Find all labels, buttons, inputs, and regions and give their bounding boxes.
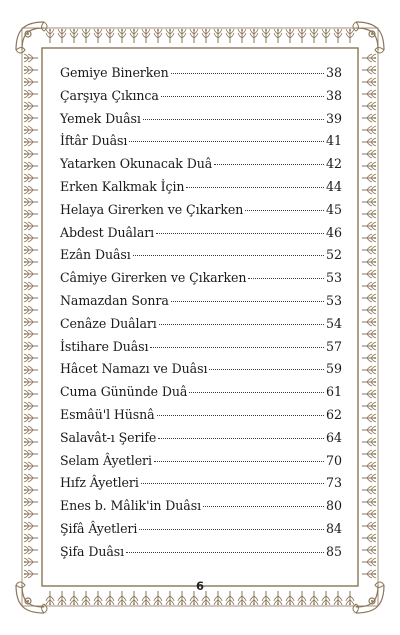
wheat-sprig-icon (362, 306, 376, 314)
wheat-sprig-icon (24, 174, 38, 182)
wheat-sprig-icon (142, 29, 150, 43)
wheat-sprig-icon (262, 591, 270, 605)
toc-entry (60, 290, 342, 313)
dot-leader (161, 95, 324, 97)
wheat-sprig-icon (24, 378, 38, 386)
toc-entry (60, 153, 342, 176)
wheat-sprig-icon (24, 294, 38, 302)
wheat-sprig-icon (238, 29, 246, 43)
toc-entry-title: Cenâze Duâları (60, 315, 157, 331)
toc-entry-title: Selam Âyetleri (60, 452, 152, 468)
wheat-sprig-icon (24, 486, 38, 494)
wheat-sprig-icon (24, 162, 38, 170)
wheat-sprig-icon (130, 591, 138, 605)
wheat-sprig-icon (142, 591, 150, 605)
wheat-sprig-icon (24, 462, 38, 470)
toc-entry (60, 518, 342, 541)
toc-entry (60, 358, 342, 381)
toc-entry (60, 495, 342, 518)
toc-entry-page: 73 (325, 475, 342, 491)
toc-entry-page: 80 (325, 498, 342, 514)
dot-leader (154, 460, 324, 462)
toc-entry (60, 381, 342, 404)
dot-leader (245, 209, 324, 211)
toc-entry (60, 176, 342, 199)
wheat-sprig-icon (362, 186, 376, 194)
wheat-sprig-icon (362, 366, 376, 374)
toc-entry (60, 222, 342, 245)
toc-entry (60, 267, 342, 290)
dot-leader (189, 391, 324, 393)
wheat-sprig-icon (24, 570, 38, 578)
wheat-sprig-icon (226, 29, 234, 43)
toc-entry-title: Enes b. Mâlik'in Duâsı (60, 498, 201, 514)
wheat-sprig-icon (214, 591, 222, 605)
toc-entry-title: Şifa Duâsı (60, 543, 125, 559)
wheat-sprig-icon (106, 591, 114, 605)
wheat-sprig-icon (362, 138, 376, 146)
wheat-sprig-icon (24, 234, 38, 242)
toc-entry-title: Ezân Duâsı (60, 247, 131, 263)
wheat-sprig-icon (362, 546, 376, 554)
wheat-sprig-icon (24, 354, 38, 362)
toc-entry-page: 57 (325, 338, 342, 354)
toc-entry-title: Namazdan Sonra (60, 292, 169, 308)
wheat-sprig-icon (322, 591, 330, 605)
wheat-sprig-icon (362, 174, 376, 182)
wheat-sprig-icon (362, 246, 376, 254)
wheat-sprig-icon (24, 126, 38, 134)
wheat-sprig-icon (24, 258, 38, 266)
wheat-sprig-icon (362, 342, 376, 350)
wheat-sprig-icon (362, 330, 376, 338)
wheat-sprig-icon (24, 510, 38, 518)
wheat-sprig-icon (322, 29, 330, 43)
toc-entry-page: 64 (325, 429, 342, 445)
toc-entry-title: İftâr Duâsı (60, 133, 128, 149)
wheat-sprig-icon (46, 29, 54, 43)
wheat-sprig-icon (24, 102, 38, 110)
toc-entry (60, 244, 342, 267)
wheat-sprig-icon (362, 462, 376, 470)
wheat-sprig-icon (362, 474, 376, 482)
dot-leader (186, 186, 324, 188)
wheat-sprig-icon (362, 54, 376, 62)
wheat-sprig-icon (362, 558, 376, 566)
wheat-sprig-icon (70, 29, 78, 43)
wheat-sprig-icon (362, 78, 376, 86)
wheat-sprig-icon (362, 438, 376, 446)
wheat-sprig-icon (362, 114, 376, 122)
wheat-sprig-icon (24, 366, 38, 374)
wheat-sprig-icon (178, 29, 186, 43)
wheat-sprig-icon (24, 426, 38, 434)
toc-entry-page: 39 (325, 110, 342, 126)
wheat-sprig-icon (362, 210, 376, 218)
toc-entry-title: Çarşıya Çıkınca (60, 87, 159, 103)
wheat-sprig-icon (362, 426, 376, 434)
wheat-sprig-icon (250, 591, 258, 605)
wheat-sprig-icon (94, 29, 102, 43)
toc-entry-page: 53 (325, 270, 342, 286)
toc-entry-page: 54 (325, 315, 342, 331)
toc-entry-title: Câmiye Girerken ve Çıkarken (60, 270, 247, 286)
dot-leader (157, 414, 324, 416)
wheat-sprig-icon (24, 438, 38, 446)
wheat-sprig-icon (24, 522, 38, 530)
wheat-sprig-icon (334, 29, 342, 43)
wheat-sprig-icon (362, 318, 376, 326)
dot-leader (159, 323, 324, 325)
wheat-sprig-icon (24, 138, 38, 146)
toc-entry (60, 427, 342, 450)
toc-entry (60, 108, 342, 131)
dot-leader (126, 551, 324, 553)
wheat-sprig-icon (166, 591, 174, 605)
wheat-sprig-icon (274, 591, 282, 605)
wheat-sprig-icon (362, 570, 376, 578)
toc-entry-title: Helaya Girerken ve Çıkarken (60, 201, 244, 217)
wheat-sprig-icon (362, 198, 376, 206)
wheat-sprig-icon (24, 306, 38, 314)
wheat-sprig-icon (362, 234, 376, 242)
wheat-sprig-icon (24, 474, 38, 482)
dot-leader (171, 300, 324, 302)
wheat-sprig-icon (362, 258, 376, 266)
toc-entry-page: 59 (325, 361, 342, 377)
wheat-sprig-icon (154, 591, 162, 605)
toc-entry-page: 42 (325, 156, 342, 172)
wheat-sprig-icon (262, 29, 270, 43)
wheat-sprig-icon (118, 591, 126, 605)
wheat-sprig-icon (24, 402, 38, 410)
toc-entry-page: 70 (325, 452, 342, 468)
wheat-sprig-icon (24, 498, 38, 506)
toc-entry-page: 85 (325, 543, 342, 559)
toc-entry-page: 46 (325, 224, 342, 240)
wheat-sprig-icon (362, 534, 376, 542)
toc-entry (60, 541, 342, 564)
dot-leader (129, 140, 324, 142)
toc-entry (60, 313, 342, 336)
wheat-sprig-icon (24, 90, 38, 98)
wheat-sprig-icon (362, 378, 376, 386)
dot-leader (141, 482, 324, 484)
wheat-sprig-icon (334, 591, 342, 605)
toc-entry-title: İstihare Duâsı (60, 338, 149, 354)
wheat-sprig-icon (214, 29, 222, 43)
toc-entry-page: 44 (325, 178, 342, 194)
toc-entry-title: Gemiye Binerken (60, 65, 169, 80)
toc-entry-page: 45 (325, 201, 342, 217)
dot-leader (158, 437, 324, 439)
wheat-sprig-icon (362, 402, 376, 410)
wheat-sprig-icon (24, 114, 38, 122)
wheat-sprig-icon (286, 591, 294, 605)
wheat-sprig-icon (24, 534, 38, 542)
wheat-sprig-icon (298, 29, 306, 43)
wheat-sprig-icon (82, 29, 90, 43)
dot-leader (209, 368, 324, 370)
toc-entry-title: Şifâ Âyetleri (60, 520, 138, 536)
wheat-sprig-icon (24, 342, 38, 350)
toc-entry-title: Erken Kalkmak İçin (60, 178, 185, 194)
wheat-sprig-icon (24, 414, 38, 422)
toc-entry-page: 62 (325, 406, 342, 422)
wheat-sprig-icon (362, 102, 376, 110)
toc-entry (60, 130, 342, 153)
dot-leader (214, 163, 324, 165)
wheat-sprig-icon (362, 486, 376, 494)
toc-entry-page: 61 (325, 384, 342, 400)
wheat-sprig-icon (118, 29, 126, 43)
wheat-sprig-icon (362, 66, 376, 74)
wheat-sprig-icon (24, 390, 38, 398)
wheat-sprig-icon (24, 186, 38, 194)
wheat-sprig-icon (24, 330, 38, 338)
wheat-sprig-icon (24, 78, 38, 86)
wheat-sprig-icon (274, 29, 282, 43)
toc-entry-page: 53 (325, 292, 342, 308)
wheat-sprig-icon (298, 591, 306, 605)
page-number: 6 (195, 579, 204, 593)
toc-entry-title: Cuma Gününde Duâ (60, 384, 188, 400)
wheat-sprig-icon (58, 591, 66, 605)
wheat-sprig-icon (226, 591, 234, 605)
toc-entry-page: 38 (325, 87, 342, 103)
toc-entry (60, 450, 342, 473)
wheat-sprig-icon (166, 29, 174, 43)
toc-entry-title: Hâcet Namazı ve Duâsı (60, 361, 208, 377)
wheat-sprig-icon (24, 222, 38, 230)
wheat-sprig-icon (362, 90, 376, 98)
wheat-sprig-icon (190, 29, 198, 43)
wheat-sprig-icon (250, 29, 258, 43)
wheat-sprig-icon (346, 29, 354, 43)
wheat-sprig-icon (178, 591, 186, 605)
toc-entry-title: Hıfz Âyetleri (60, 475, 139, 491)
wheat-sprig-icon (24, 318, 38, 326)
wheat-sprig-icon (238, 591, 246, 605)
wheat-sprig-icon (362, 222, 376, 230)
wheat-sprig-icon (310, 591, 318, 605)
toc-entry-title: Esmâü'l Hüsnâ (60, 406, 155, 422)
wheat-sprig-icon (24, 558, 38, 566)
wheat-sprig-icon (24, 150, 38, 158)
wheat-sprig-icon (362, 282, 376, 290)
toc-entry (60, 62, 342, 85)
wheat-sprig-icon (362, 150, 376, 158)
wheat-sprig-icon (24, 282, 38, 290)
wheat-sprig-icon (24, 270, 38, 278)
wheat-sprig-icon (362, 414, 376, 422)
wheat-sprig-icon (46, 591, 54, 605)
wheat-sprig-icon (286, 29, 294, 43)
dot-leader (133, 254, 324, 256)
wheat-sprig-icon (130, 29, 138, 43)
wheat-sprig-icon (70, 591, 78, 605)
dot-leader (203, 505, 324, 507)
toc-entry (60, 404, 342, 427)
wheat-sprig-icon (362, 498, 376, 506)
toc-entry-page: 84 (325, 520, 342, 536)
wheat-sprig-icon (94, 591, 102, 605)
wheat-sprig-icon (202, 29, 210, 43)
wheat-sprig-icon (362, 354, 376, 362)
dot-leader (150, 346, 324, 348)
toc-entry-page: 38 (325, 65, 342, 80)
wheat-sprig-icon (362, 510, 376, 518)
wheat-sprig-icon (24, 450, 38, 458)
wheat-sprig-icon (310, 29, 318, 43)
dot-leader (171, 72, 324, 74)
dot-leader (139, 528, 324, 530)
wheat-sprig-icon (362, 270, 376, 278)
toc-entry-title: Salavât-ı Şerife (60, 429, 157, 445)
wheat-sprig-icon (346, 591, 354, 605)
wheat-sprig-icon (362, 162, 376, 170)
wheat-sprig-icon (362, 126, 376, 134)
wheat-sprig-icon (362, 522, 376, 530)
wheat-sprig-icon (362, 450, 376, 458)
wheat-sprig-icon (24, 54, 38, 62)
wheat-sprig-icon (362, 294, 376, 302)
wheat-sprig-icon (24, 66, 38, 74)
toc-entry (60, 85, 342, 108)
dot-leader (248, 277, 324, 279)
wheat-sprig-icon (82, 591, 90, 605)
wheat-sprig-icon (362, 390, 376, 398)
toc-entry-page: 41 (325, 133, 342, 149)
toc-entry (60, 336, 342, 359)
dot-leader (156, 232, 324, 234)
wheat-sprig-icon (106, 29, 114, 43)
wheat-sprig-icon (154, 29, 162, 43)
toc-entry-title: Abdest Duâları (60, 224, 155, 240)
wheat-sprig-icon (24, 546, 38, 554)
table-of-contents (60, 62, 342, 564)
dot-leader (143, 118, 324, 120)
toc-entry (60, 472, 342, 495)
wheat-sprig-icon (24, 246, 38, 254)
toc-entry-title: Yemek Duâsı (60, 110, 141, 126)
toc-entry-title: Yatarken Okunacak Duâ (60, 156, 213, 172)
toc-entry (60, 199, 342, 222)
wheat-sprig-icon (24, 210, 38, 218)
wheat-sprig-icon (58, 29, 66, 43)
toc-entry-page: 52 (325, 247, 342, 263)
wheat-sprig-icon (24, 198, 38, 206)
